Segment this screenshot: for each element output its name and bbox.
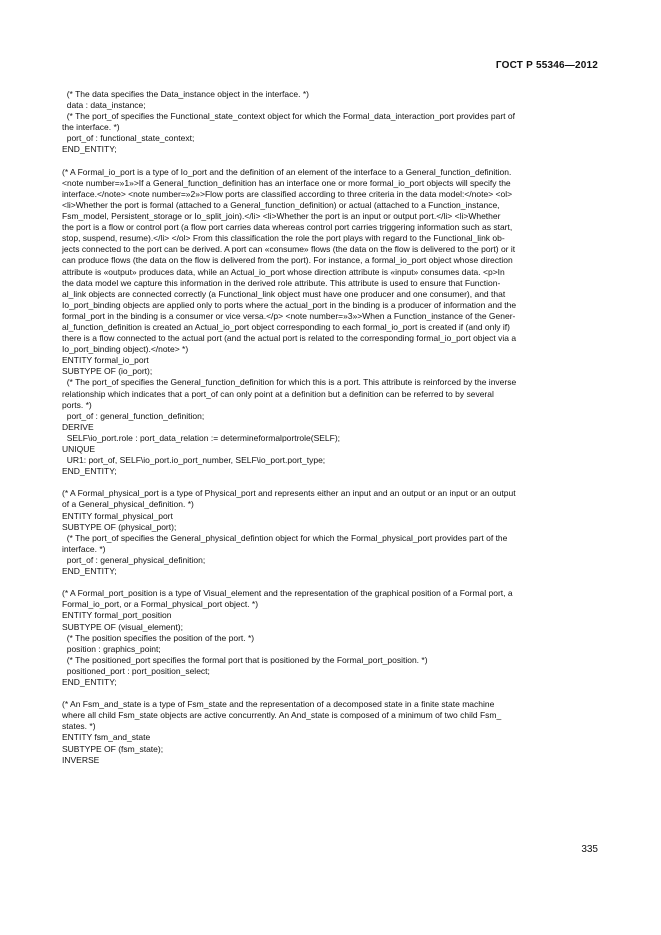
text-line: Io_port_binding objects are applied only to ports where the actual_port in the binding is a producer of information and the <box>62 299 517 310</box>
text-line: END_ENTITY; <box>62 676 117 687</box>
text-line: ENTITY formal_port_position <box>62 610 172 621</box>
text-line: positioned_port : port_position_select; <box>62 665 210 676</box>
text-line: UNIQUE <box>62 444 96 454</box>
text-line: the interface. *) <box>62 122 120 133</box>
text-line: (* A Formal_physical_port is a type of Physical_port and represents either an input and an output or an input or an output <box>62 488 516 499</box>
text-line: (* The position specifies the position of the port. *) <box>62 632 255 643</box>
text-line: attribute is «output» produces data, while an Actual_io_port whose direction attribute is «input» consumes data. <p>In <box>62 266 505 277</box>
text-line: (* An Fsm_and_state is a type of Fsm_state and the representation of a decomposed state in a finite state machine <box>62 699 495 710</box>
text-line: port_of : functional_state_context; <box>62 133 195 144</box>
text-line: SUBTYPE OF (fsm_state); <box>62 743 164 754</box>
text-line: the data model we capture this information in the derived role attribute. This attribute is used to ensure that Function- <box>62 277 501 288</box>
text-line: END_ENTITY; <box>62 566 117 577</box>
page-number: 335 <box>581 844 598 855</box>
text-block <box>62 167 599 478</box>
text-line: (* The port_of specifies the Functional_state_context object for which the Formal_data_interaction_port provides part of <box>62 111 515 122</box>
text-line: ports. *) <box>62 399 92 410</box>
text-line: (* A Formal_io_port is a type of Io_port and the definition of an element of the interface to a General_function_definition. <box>62 166 512 177</box>
text-line: position : graphics_point; <box>62 643 161 654</box>
text-line: (* The port_of specifies the General_function_definition for which this is a port. This attribute is reinforced by the inverse <box>62 377 517 388</box>
text-line: the port is a flow or control port (a flow port carries data whereas control port carries triggering information such as start, <box>62 222 513 233</box>
text-line: (* The port_of specifies the General_physical_defintion object for which the Formal_physical_port provides part of the <box>62 532 508 543</box>
text-line: ENTITY formal_io_port <box>62 355 149 366</box>
text-line: SELF\io_port.role : port_data_relation := determineformalportrole(SELF); <box>62 432 341 443</box>
text-line: <li>Whether the port is formal (attached to a General_function_definition) or actual (attached to a Function_instance, <box>62 199 500 210</box>
text-block <box>62 588 599 688</box>
page-content <box>62 89 599 777</box>
text-line: DERIVE <box>62 421 94 432</box>
text-line: UR1: port_of, SELF\io_port.io_port_number, SELF\io_port.port_type; <box>62 455 326 466</box>
text-line: END_ENTITY; <box>62 144 117 155</box>
text-line: <note number=»1»>If a General_function_definition has an interface one or more formal_io_port objects will specify the <box>62 177 511 188</box>
text-line: there is a flow connected to the actual port (and the actual port is related to the corresponding formal_io_port object via a <box>62 333 517 344</box>
text-block <box>62 488 599 577</box>
text-line: al_function_definition is created an Actual_io_port object corresponding to each formal_io_port is created if (and only if) <box>62 321 510 332</box>
text-line: INVERSE <box>62 754 100 765</box>
text-line: (* A Formal_port_position is a type of Visual_element and the representation of the graphical position of a Formal port, a <box>62 588 513 599</box>
text-line: ENTITY formal_physical_port <box>62 510 173 521</box>
text-line: Formal_io_port, or a Formal_physical_port object. *) <box>62 599 259 610</box>
text-line: SUBTYPE OF (physical_port); <box>62 521 177 532</box>
text-line: interface.</note> <note number=»2»>Flow ports are classified according to three criteria in the data model:</note> <ol> <box>62 188 513 199</box>
text-line: port_of : general_physical_definition; <box>62 554 206 565</box>
text-line: port_of : general_function_definition; <box>62 410 205 421</box>
text-line: where all child Fsm_state objects are active concurrently. An And_state is composed of a minimum of two child Fsm_ <box>62 710 502 721</box>
text-line: Fsm_model, Persistent_storage or Io_split_join).</li> <li>Whether the port is an input or output port.</li> <li>Whether <box>62 211 501 222</box>
text-block <box>62 699 599 766</box>
text-line: formal_port in the binding is a consumer or vice versa.</p> <note number=»3»>When a Function_instance of the Gener- <box>62 310 516 321</box>
text-line: relationship which indicates that a port_of can only point at a definition but a definition can be referred to by several <box>62 388 494 399</box>
text-line: interface. *) <box>62 543 106 554</box>
text-block <box>62 89 599 156</box>
text-line: Io_port_binding object).</note> *) <box>62 344 189 355</box>
text-line: SUBTYPE OF (io_port); <box>62 366 153 377</box>
text-line: (* The positioned_port specifies the formal port that is positioned by the Formal_port_position. *) <box>62 654 428 665</box>
text-line: (* The data specifies the Data_instance object in the interface. *) <box>62 89 309 99</box>
text-line: SUBTYPE OF (visual_element); <box>62 621 183 632</box>
text-line: data : data_instance; <box>62 100 146 111</box>
text-line: jects connected to the port can be derived. A port can «consume» flows (the data on the flow is delivered to the port) or it <box>62 244 516 255</box>
standard-header: ГОСТ Р 55346—2012 <box>495 60 598 71</box>
text-line: of a General_physical_definition. *) <box>62 499 194 510</box>
text-line: states. *) <box>62 721 96 732</box>
text-line: ENTITY fsm_and_state <box>62 732 151 743</box>
text-line: stop, suspend, resume).</li> </ol> From this classification the role the port plays with regard to the Functional_link ob- <box>62 233 505 244</box>
text-line: al_link objects are connected correctly (a Functional_link object must have one producer and one consumer), and that <box>62 288 506 299</box>
text-line: can produce flows (the data on the flow is delivered from the port). For instance, a formal_io_port object whose direction <box>62 255 513 266</box>
text-line: END_ENTITY; <box>62 466 117 477</box>
